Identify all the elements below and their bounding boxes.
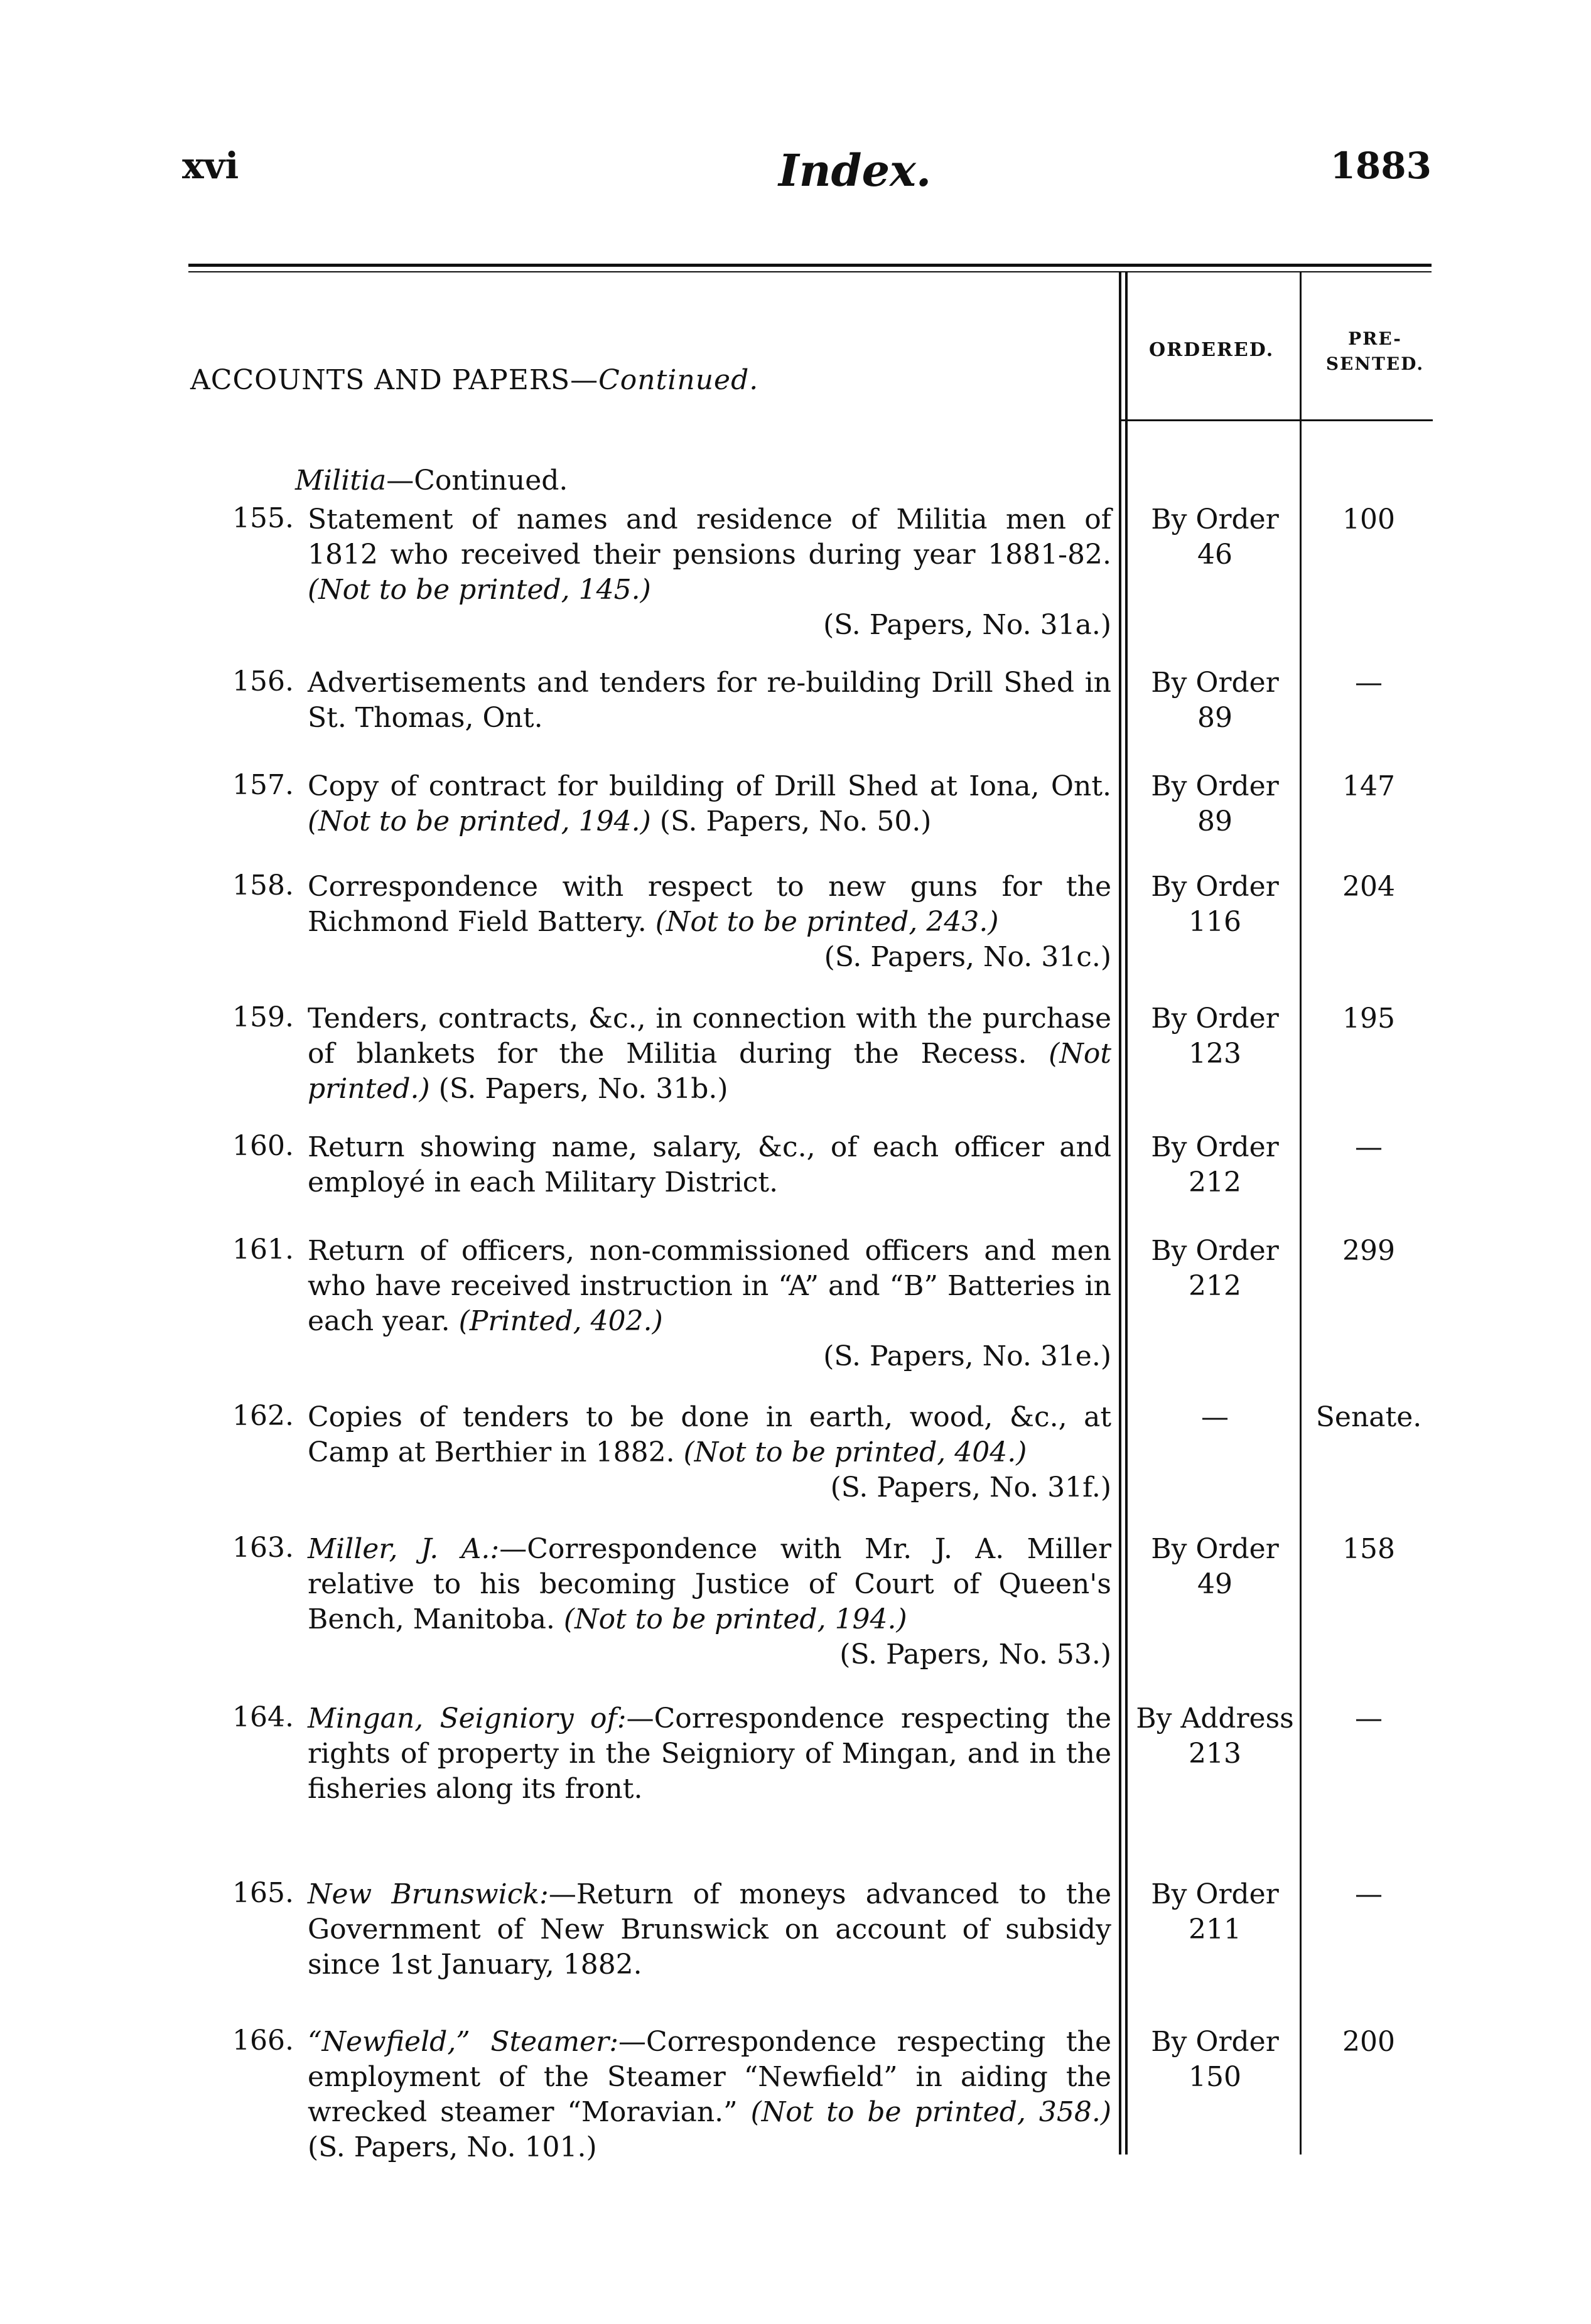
column-header-rule [1119, 419, 1433, 421]
entry-presented: 299 [1342, 1235, 1395, 1267]
entry-body [308, 1400, 1111, 1505]
entry-ref: (S. Papers, No. 31e.) [823, 1340, 1111, 1372]
entry-number: 163. [232, 1532, 294, 1564]
entry-note: (Not to be printed, 404.) [683, 1436, 1027, 1468]
entry-ordered: By Order 123 [1151, 1003, 1279, 1070]
column-divider-2 [1125, 271, 1128, 2155]
entry-number: 161. [232, 1234, 294, 1266]
entry-ordered: By Address 213 [1136, 1703, 1294, 1770]
entry-number: 156. [232, 665, 294, 697]
entry-number: 155. [232, 502, 294, 534]
entry-text: Copy of contract for building of Drill Shed at Iona, Ont. [308, 770, 1111, 802]
index-entry [232, 665, 1111, 736]
entry-presented: — [1355, 1878, 1383, 1910]
entry-ref: (S. Papers, No. 53.) [839, 1638, 1111, 1670]
entry-ordered: By Order 49 [1151, 1533, 1279, 1600]
column-header-presented: PRE-SENTED. [1325, 328, 1425, 374]
entry-body [308, 769, 1111, 839]
entry-ref: (S. Papers, No. 31b.) [438, 1073, 728, 1105]
entry-body [308, 665, 1111, 736]
entry-ordered: By Order 89 [1151, 667, 1279, 734]
entry-text: Return showing name, salary, &c., of each officer and employé in each Military District. [308, 1131, 1111, 1198]
entry-presented: 158 [1342, 1533, 1395, 1565]
index-entry [232, 1234, 1111, 1374]
entry-note: (Not to be printed, 358.) [750, 2096, 1111, 2128]
entry-presented: 100 [1342, 503, 1395, 535]
entry-ordered: — [1201, 1401, 1229, 1433]
page-header [182, 144, 1432, 201]
entry-note: (Not to be printed, 194.) [563, 1603, 907, 1635]
entry-body [308, 1234, 1111, 1374]
subheading-name: Militia [295, 465, 387, 497]
entry-ref: (S. Papers, No. 31f.) [830, 1471, 1111, 1504]
entry-body [308, 502, 1111, 643]
entry-presented: — [1355, 1703, 1383, 1735]
entry-ordered: By Order 46 [1151, 503, 1279, 571]
entry-presented: 195 [1342, 1003, 1395, 1035]
entry-note: (Not to be printed, 145.) [308, 574, 651, 606]
entry-body [308, 1130, 1111, 1200]
page-number: xvi [182, 144, 239, 187]
entry-ordered: By Order 212 [1151, 1131, 1279, 1198]
entry-text: Copies of tenders to be done in earth, wood, &c., at Camp at Berthier in 1882. [308, 1401, 1111, 1468]
entry-number: 158. [232, 869, 294, 901]
entry-body [308, 1532, 1111, 1672]
entry-lead: Miller, J. A.: [308, 1533, 500, 1565]
entry-ref: (S. Papers, No. 31a.) [823, 609, 1111, 641]
entry-number: 165. [232, 1877, 294, 1909]
entry-text: Tenders, contracts, &c., in connection with the purchase of blankets for the Militia during the Recess. [308, 1003, 1111, 1070]
section-title-main: ACCOUNTS AND PAPERS— [190, 364, 599, 396]
running-title: Index. [779, 144, 932, 196]
entry-number: 164. [232, 1701, 294, 1733]
column-header-ordered: ORDERED. [1149, 339, 1275, 361]
entry-note: (Not to be printed, 194.) [308, 805, 651, 837]
index-entry [232, 769, 1111, 839]
entry-number: 166. [232, 2025, 294, 2057]
header-rule-thin [188, 271, 1432, 272]
column-divider-3 [1300, 271, 1302, 2155]
entry-ordered: By Order 89 [1151, 770, 1279, 837]
header-rule-thick [188, 264, 1432, 267]
index-entry [232, 1701, 1111, 1807]
entry-presented: — [1355, 667, 1383, 699]
index-entry [232, 502, 1111, 643]
entry-text: —Correspondence with Mr. J. A. Miller relative to his becoming Justice of Court of Queen's Bench, Manitoba. [308, 1533, 1112, 1635]
index-entry [232, 1130, 1111, 1200]
entry-ref: (S. Papers, No. 50.) [659, 805, 932, 837]
entry-text: —Return of moneys advanced to the Government of New Brunswick on account of subsidy since 1st January, 1882. [308, 1878, 1111, 1981]
entry-body [308, 869, 1111, 975]
entry-presented: Senate. [1315, 1401, 1422, 1433]
entry-body [308, 1877, 1111, 1982]
subheading [295, 465, 568, 497]
entry-text: Return of officers, non-commissioned officers and men who have received instruction in “A” and “B” Batteries in each year. [308, 1235, 1111, 1337]
entry-ordered: By Order 116 [1151, 871, 1279, 938]
entry-presented: 147 [1342, 770, 1395, 802]
entry-note: (Printed, 402.) [458, 1305, 663, 1337]
entry-text: Correspondence with respect to new guns for the Richmond Field Battery. [308, 871, 1111, 938]
entry-ordered: By Order 212 [1151, 1235, 1279, 1302]
entry-body [308, 2025, 1111, 2165]
section-title-continued: Continued. [598, 364, 759, 396]
entry-presented: 204 [1342, 871, 1395, 903]
column-divider-1 [1119, 271, 1121, 2155]
year: 1883 [1330, 144, 1432, 187]
entry-lead: New Brunswick: [308, 1878, 549, 1910]
entry-body [308, 1001, 1111, 1107]
index-entry [232, 1001, 1111, 1107]
entry-body [308, 1701, 1111, 1807]
index-entry [232, 1400, 1111, 1505]
entry-lead: “Newfield,” Steamer: [308, 2026, 619, 2058]
index-entry [232, 2025, 1111, 2165]
index-entry [232, 1877, 1111, 1982]
index-entry [232, 1532, 1111, 1672]
entry-presented: — [1355, 1131, 1383, 1163]
entry-ref: (S. Papers, No. 101.) [308, 2131, 597, 2163]
entry-ordered: By Order 211 [1151, 1878, 1279, 1945]
entry-text: —Correspondence respecting the employment of the Steamer “Newfield” in aiding the wrecked steamer “Moravian.” [308, 2026, 1111, 2128]
entry-text: Advertisements and tenders for re-building Drill Shed in St. Thomas, Ont. [308, 667, 1111, 734]
entry-presented: 200 [1342, 2026, 1395, 2058]
entry-ref: (S. Papers, No. 31c.) [824, 941, 1111, 973]
entry-text: —Correspondence respecting the rights of property in the Seigniory of Mingan, and in the fisheries along its front. [308, 1703, 1111, 1805]
entry-note: (Not printed.) [308, 1038, 1111, 1105]
entry-text: Statement of names and residence of Militia men of 1812 who received their pensions during year 1881-82. [308, 503, 1111, 571]
entry-number: 160. [232, 1130, 294, 1162]
section-title [190, 364, 758, 396]
entry-ordered: By Order 150 [1151, 2026, 1279, 2093]
index-entry [232, 869, 1111, 975]
entry-number: 159. [232, 1001, 294, 1033]
entry-lead: Mingan, Seigniory of: [308, 1703, 627, 1735]
entry-note: (Not to be printed, 243.) [655, 906, 999, 938]
subheading-rest: —Continued. [386, 465, 568, 497]
entry-number: 157. [232, 769, 294, 801]
entry-number: 162. [232, 1400, 294, 1432]
